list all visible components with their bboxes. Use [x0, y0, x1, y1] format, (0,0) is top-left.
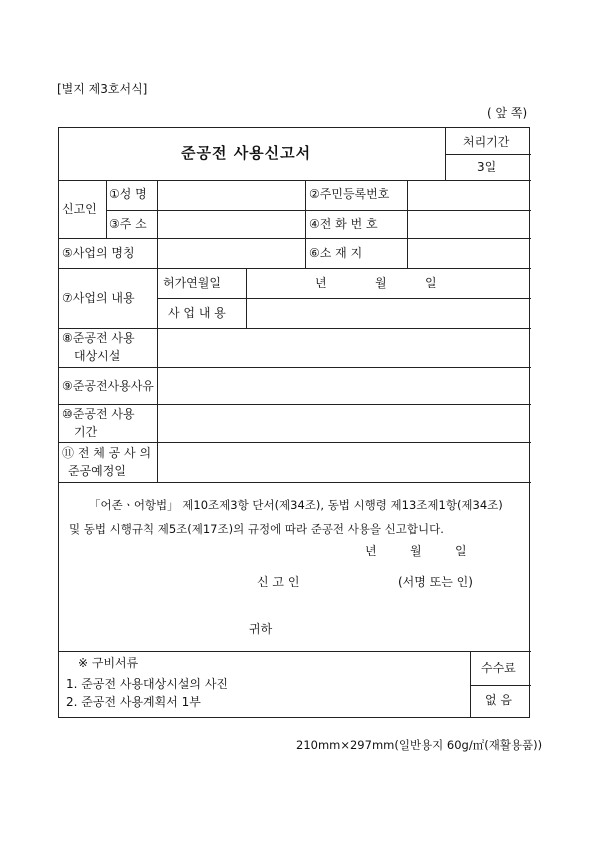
attachments-heading: ※ 구비서류: [78, 656, 139, 670]
period-field[interactable]: [158, 405, 531, 442]
addressee-label: 귀하: [249, 622, 273, 636]
form-title: 준공전 사용신고서: [181, 144, 312, 162]
form-number: [별지 제3호서식]: [57, 82, 148, 96]
facility-field[interactable]: [158, 329, 531, 367]
location-field[interactable]: [408, 239, 531, 268]
processing-period-value: 3일: [477, 160, 497, 174]
declaration-line2: 및 동법 시행규칙 제5조(제17조)의 규정에 따라 준공전 사용을 신고합니다.: [69, 522, 444, 536]
phone-label: ④전 화 번 호: [309, 217, 378, 231]
permit-date-year: 년: [315, 276, 327, 290]
reason-field[interactable]: [158, 368, 531, 404]
signer-label: 신 고 인: [257, 575, 300, 589]
business-name-label: ⑤사업의 명칭: [62, 246, 135, 260]
completion-label-line1: ⑪ 전 체 공 사 의: [62, 446, 152, 460]
declaration-line1: 「어존ㆍ어항법」 제10조제3항 단서(제34조), 동법 시행령 제13조제1항(제34조): [89, 498, 503, 512]
attachment-item-1: 1. 준공전 사용대상시설의 사진: [66, 677, 228, 691]
report-form: [58, 127, 530, 718]
permit-date-day: 일: [425, 276, 437, 290]
reason-label: ⑨준공전사용사유: [62, 379, 154, 393]
location-label: ⑥소 재 지: [309, 246, 363, 260]
name-field[interactable]: [158, 181, 305, 210]
business-detail-field[interactable]: [247, 299, 531, 328]
facility-label-line2: 대상시설: [74, 349, 121, 363]
business-content-label: ⑦사업의 내용: [62, 291, 135, 305]
address-label: ③주 소: [109, 217, 147, 231]
declaration-date-month: 월: [410, 544, 422, 558]
facility-label-line1: ⑧준공전 사용: [62, 331, 135, 345]
page-side-label: ( 앞 쪽): [487, 106, 528, 120]
paper-spec: 210mm×297mm(일반용지 60g/㎡(재활용품)): [296, 738, 543, 752]
phone-field[interactable]: [408, 211, 531, 238]
fee-value: 없 음: [485, 693, 512, 707]
attachment-item-2: 2. 준공전 사용계획서 1부: [66, 695, 201, 709]
permit-date-label: 허가연월일: [163, 276, 221, 290]
completion-field[interactable]: [158, 443, 531, 482]
period-label-line2: 기간: [74, 425, 98, 439]
period-label-line1: ⑩준공전 사용: [62, 407, 135, 421]
rrn-field[interactable]: [408, 181, 531, 210]
completion-label-line2: 준공예정일: [68, 464, 126, 478]
name-label: ①성 명: [109, 187, 147, 201]
declaration-date-day: 일: [455, 544, 467, 558]
business-name-field[interactable]: [158, 239, 305, 268]
applicant-label: 신고인: [62, 202, 97, 216]
fee-label: 수수료: [481, 661, 516, 675]
signature-label: (서명 또는 인): [398, 575, 473, 589]
rrn-label: ②주민등록번호: [309, 187, 390, 201]
declaration-date-year: 년: [365, 544, 377, 558]
permit-date-month: 월: [375, 276, 387, 290]
processing-period-label: 처리기간: [463, 135, 510, 149]
address-field[interactable]: [158, 211, 305, 238]
business-detail-label: 사 업 내 용: [168, 306, 226, 320]
